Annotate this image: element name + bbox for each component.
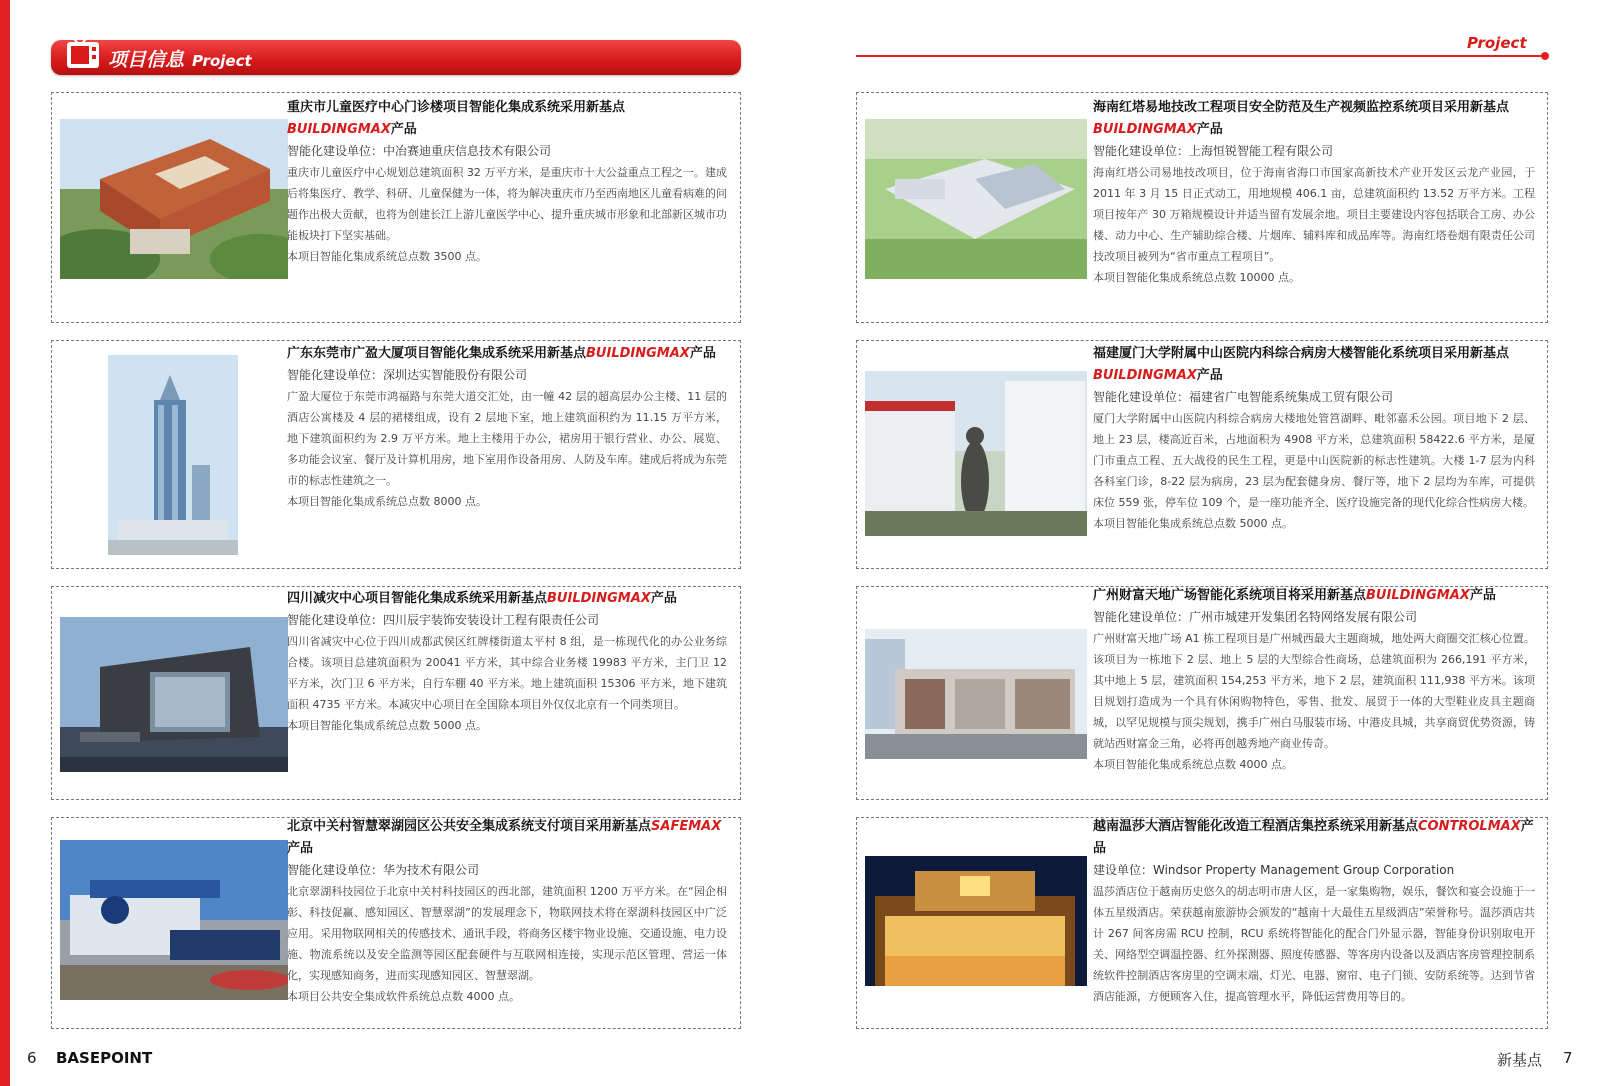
project-description: 广州财富天地广场 A1 栋工程项目是广州城西最大主题商城，地处两大商圈交汇核心位置。该项目为一栋地下 2 层、地上 5 层的大型综合性商场，总建筑面积为 266,191 平方米，其中地上 5 层，建筑面积 154,253 平方米，地下 2 层，建筑面积 111,938 平方米。该项目规划打造成为一个具有休闲购物特色，零售、批发、展贸于一体的大型鞋业皮具主题商城，以罕见规模与顶尖规划，携手广州白马服装市场、中港皮具城，共享商贸优势资源，铸就站西财富金三角，必将再创越秀地产商业传奇。	[1093, 632, 1535, 750]
right-page-number: 7	[1563, 1049, 1573, 1067]
project-card	[51, 586, 741, 800]
right-header-line	[856, 55, 1546, 57]
project-card	[856, 586, 1548, 800]
project-description: 海南红塔公司易地技改项目，位于海南省海口市国家高新技术产业开发区云龙产业园，于 2011 年 3 月 15 日正式动工，用地规模 406.1 亩，总建筑面积约 13.52 万平方米。工程项目按年产 30 万箱规模设计并适当留有发展余地。项目主要建设内容包括联合工房、办公楼、动力中心、生产辅助综合楼、片烟库、辅料库和成品库等。海南红塔卷烟有限责任公司技改项目被列为“省市重点工程项目”。	[1093, 166, 1535, 263]
project-card	[856, 340, 1548, 569]
project-text	[1093, 97, 1535, 288]
project-description: 重庆市儿童医疗中心规划总建筑面积 32 万平方米，是重庆市十大公益重点工程之一。建成后将集医疗、教学、科研、儿童保健为一体，将为解决重庆市乃至西南地区儿童看病难的问题作出极大贡献，也将为创建长江上游儿童医学中心、提升重庆城市形象和北部新区城市功能板块打下坚实基础。	[287, 166, 727, 242]
project-total: 本项目智能化集成系统总点数 4000 点。	[1093, 758, 1293, 771]
right-page-label: Project	[1467, 34, 1527, 52]
right-header-dot	[1541, 52, 1549, 60]
project-total: 本项目智能化集成系统总点数 8000 点。	[287, 495, 487, 508]
project-text	[287, 343, 727, 512]
section-title: 项目信息 Project	[108, 49, 252, 71]
project-description: 厦门大学附属中山医院内科综合病房大楼地处管筥湖畔、毗邻嘉禾公园。项目地下 2 层、地上 23 层，楼高近百米，占地面积为 4908 平方米，总建筑面积 58422.6 平方米，是厦门市重点工程、五大战役的民生工程，更是中山医院新的标志性建筑。大楼 1-7 层为内科各科室门诊，8-22 层为病房，23 层为配套健身房、餐厅等，地下 2 层均为车库，可提供床位 559 张，停车位 109 个，是一座功能齐全、医疗设施完备的现代化综合性病房大楼。	[1093, 412, 1535, 509]
project-title: 重庆市儿童医疗中心门诊楼项目智能化集成系统采用新基点BUILDINGMAX产品	[287, 100, 626, 137]
project-card	[51, 340, 741, 569]
project-description: 温莎酒店位于越南历史悠久的胡志明市唐人区，是一家集购物，娱乐，餐饮和宴会设施于一体五星级酒店。荣获越南旅游协会颁发的“越南十大最佳五星级酒店”荣誉称号。温莎酒店共计 267 间客房需 RCU 控制，RCU 系统将智能化的配合门外显示器，智能身份识别取电开关、网络型空调温控器、红外探测器、照度传感器、等客房内设备以及酒店客房管理控制系统软件控制酒店客房里的空调末端、灯光、电器、窗帘、电子门锁、安防系统等。达到节省酒店能源，方便顾客入住，提高管理水平，降低运营费用等目的。	[1093, 885, 1535, 1003]
project-title: 北京中关村智慧翠湖园区公共安全集成系统支付项目采用新基点SAFEMAX产品	[287, 819, 722, 856]
project-title: 广东东莞市广盈大厦项目智能化集成系统采用新基点BUILDINGMAX产品	[287, 346, 716, 361]
product-brand: BUILDINGMAX	[287, 122, 391, 137]
project-text	[1093, 816, 1535, 1007]
project-unit: 智能化建设单位：上海恒锐智能工程有限公司	[1093, 144, 1334, 158]
project-photo	[60, 119, 288, 279]
project-description: 广盈大厦位于东莞市鸿福路与东莞大道交汇处，由一幢 42 层的超高层办公主楼、11 层的酒店公寓楼及 4 层的裙楼组成，设有 2 层地下室，地上建筑面积约为 11.15 万平方米，地下建筑面积约为 2.9 万平方米。地上主楼用于办公，裙房用于银行营业、办公、展览、多功能会议室、餐厅及计算机用房，地下室用作设备用房、人防及车库。建成后将成为东莞市的标志性建筑之一。	[287, 390, 727, 487]
project-photo	[60, 617, 288, 772]
project-unit: 建设单位：Windsor Property Management Group Corporation	[1093, 863, 1455, 877]
project-card	[51, 92, 741, 323]
project-description: 北京翠湖科技园位于北京中关村科技园区的西北部，建筑面积 1200 万平方米。在“园企相彰、科技促赢、感知园区、智慧翠湖”的发展理念下，物联网技术将在翠湖科技园区中广泛应用。采用物联网相关的传感技术、通讯手段，将商务区楼宇物业设施、交通设施、电力设施、物流系统以及安全监测等园区配套硬件与互联网相连接，实现示范区管理、营运一体化，实现感知商务，进而实现感知园区、智慧翠湖。	[287, 885, 727, 982]
project-title: 四川减灾中心项目智能化集成系统采用新基点BUILDINGMAX产品	[287, 591, 677, 606]
project-unit: 智能化建设单位：深圳达实智能股份有限公司	[287, 368, 528, 382]
project-total: 本项目智能化集成系统总点数 10000 点。	[1093, 271, 1300, 284]
project-unit: 智能化建设单位：福建省广电智能系统集成工贸有限公司	[1093, 390, 1394, 404]
project-card	[856, 817, 1548, 1029]
project-card	[856, 92, 1548, 323]
project-unit: 智能化建设单位：广州市城建开发集团名特网络发展有限公司	[1093, 610, 1418, 624]
project-text	[287, 97, 727, 267]
product-brand: BUILDINGMAX	[586, 346, 690, 361]
right-footer-brand: 新基点	[1497, 1051, 1543, 1069]
project-text	[1093, 585, 1535, 775]
project-title: 广州财富天地广场智能化系统项目将采用新基点BUILDINGMAX产品	[1093, 588, 1496, 603]
project-title: 越南温莎大酒店智能化改造工程酒店集控系统采用新基点CONTROLMAX产品	[1093, 819, 1534, 856]
product-brand: BUILDINGMAX	[1366, 588, 1470, 603]
project-unit: 智能化建设单位：四川辰宇装饰安装设计工程有限责任公司	[287, 613, 600, 627]
project-photo	[865, 119, 1087, 279]
section-subtitle: Project	[192, 52, 252, 70]
project-total: 本项目公共安全集成软件系统总点数 4000 点。	[287, 990, 520, 1003]
project-photo	[865, 856, 1087, 986]
project-photo	[60, 840, 288, 1000]
project-photo	[865, 371, 1087, 536]
project-unit: 智能化建设单位：中冶赛迪重庆信息技术有限公司	[287, 144, 552, 158]
project-description: 四川省减灾中心位于四川成都武侯区红牌楼街道太平村 8 组，是一栋现代化的办公业务综合楼。该项目总建筑面积为 20041 平方米，其中综合业务楼 19983 平方米，主门卫 12 平方米，次门卫 6 平方米，自行车棚 40 平方米。地上建筑面积 15306 平方米，地下建筑面积 4735 平方米。本减灾中心项目在全国除本项目外仅仅北京有一个同类项目。	[287, 635, 727, 711]
product-brand: BUILDINGMAX	[547, 591, 651, 606]
product-brand: BUILDINGMAX	[1093, 122, 1197, 137]
project-total: 本项目智能化集成系统总点数 3500 点。	[287, 250, 487, 263]
project-total: 本项目智能化集成系统总点数 5000 点。	[287, 719, 487, 732]
project-photo	[108, 355, 238, 555]
project-text	[287, 816, 727, 1007]
project-photo	[865, 629, 1087, 759]
product-brand: SAFEMAX	[651, 819, 722, 834]
left-footer-brand: BASEPOINT	[56, 1049, 153, 1067]
project-total: 本项目智能化集成系统总点数 5000 点。	[1093, 517, 1293, 530]
project-text	[1093, 343, 1535, 534]
product-brand: BUILDINGMAX	[1093, 368, 1197, 383]
left-page-number: 6	[27, 1049, 37, 1067]
product-brand: CONTROLMAX	[1418, 819, 1521, 834]
project-card	[51, 817, 741, 1029]
tv-icon	[65, 36, 101, 70]
project-unit: 智能化建设单位：华为技术有限公司	[287, 863, 480, 877]
project-title: 福建厦门大学附属中山医院内科综合病房大楼智能化系统项目采用新基点BUILDINGMAX产品	[1093, 346, 1510, 383]
section-header	[51, 40, 741, 75]
project-title: 海南红塔易地技改工程项目安全防范及生产视频监控系统项目采用新基点BUILDINGMAX产品	[1093, 100, 1510, 137]
left-red-strip	[0, 0, 10, 1086]
project-text	[287, 588, 727, 736]
